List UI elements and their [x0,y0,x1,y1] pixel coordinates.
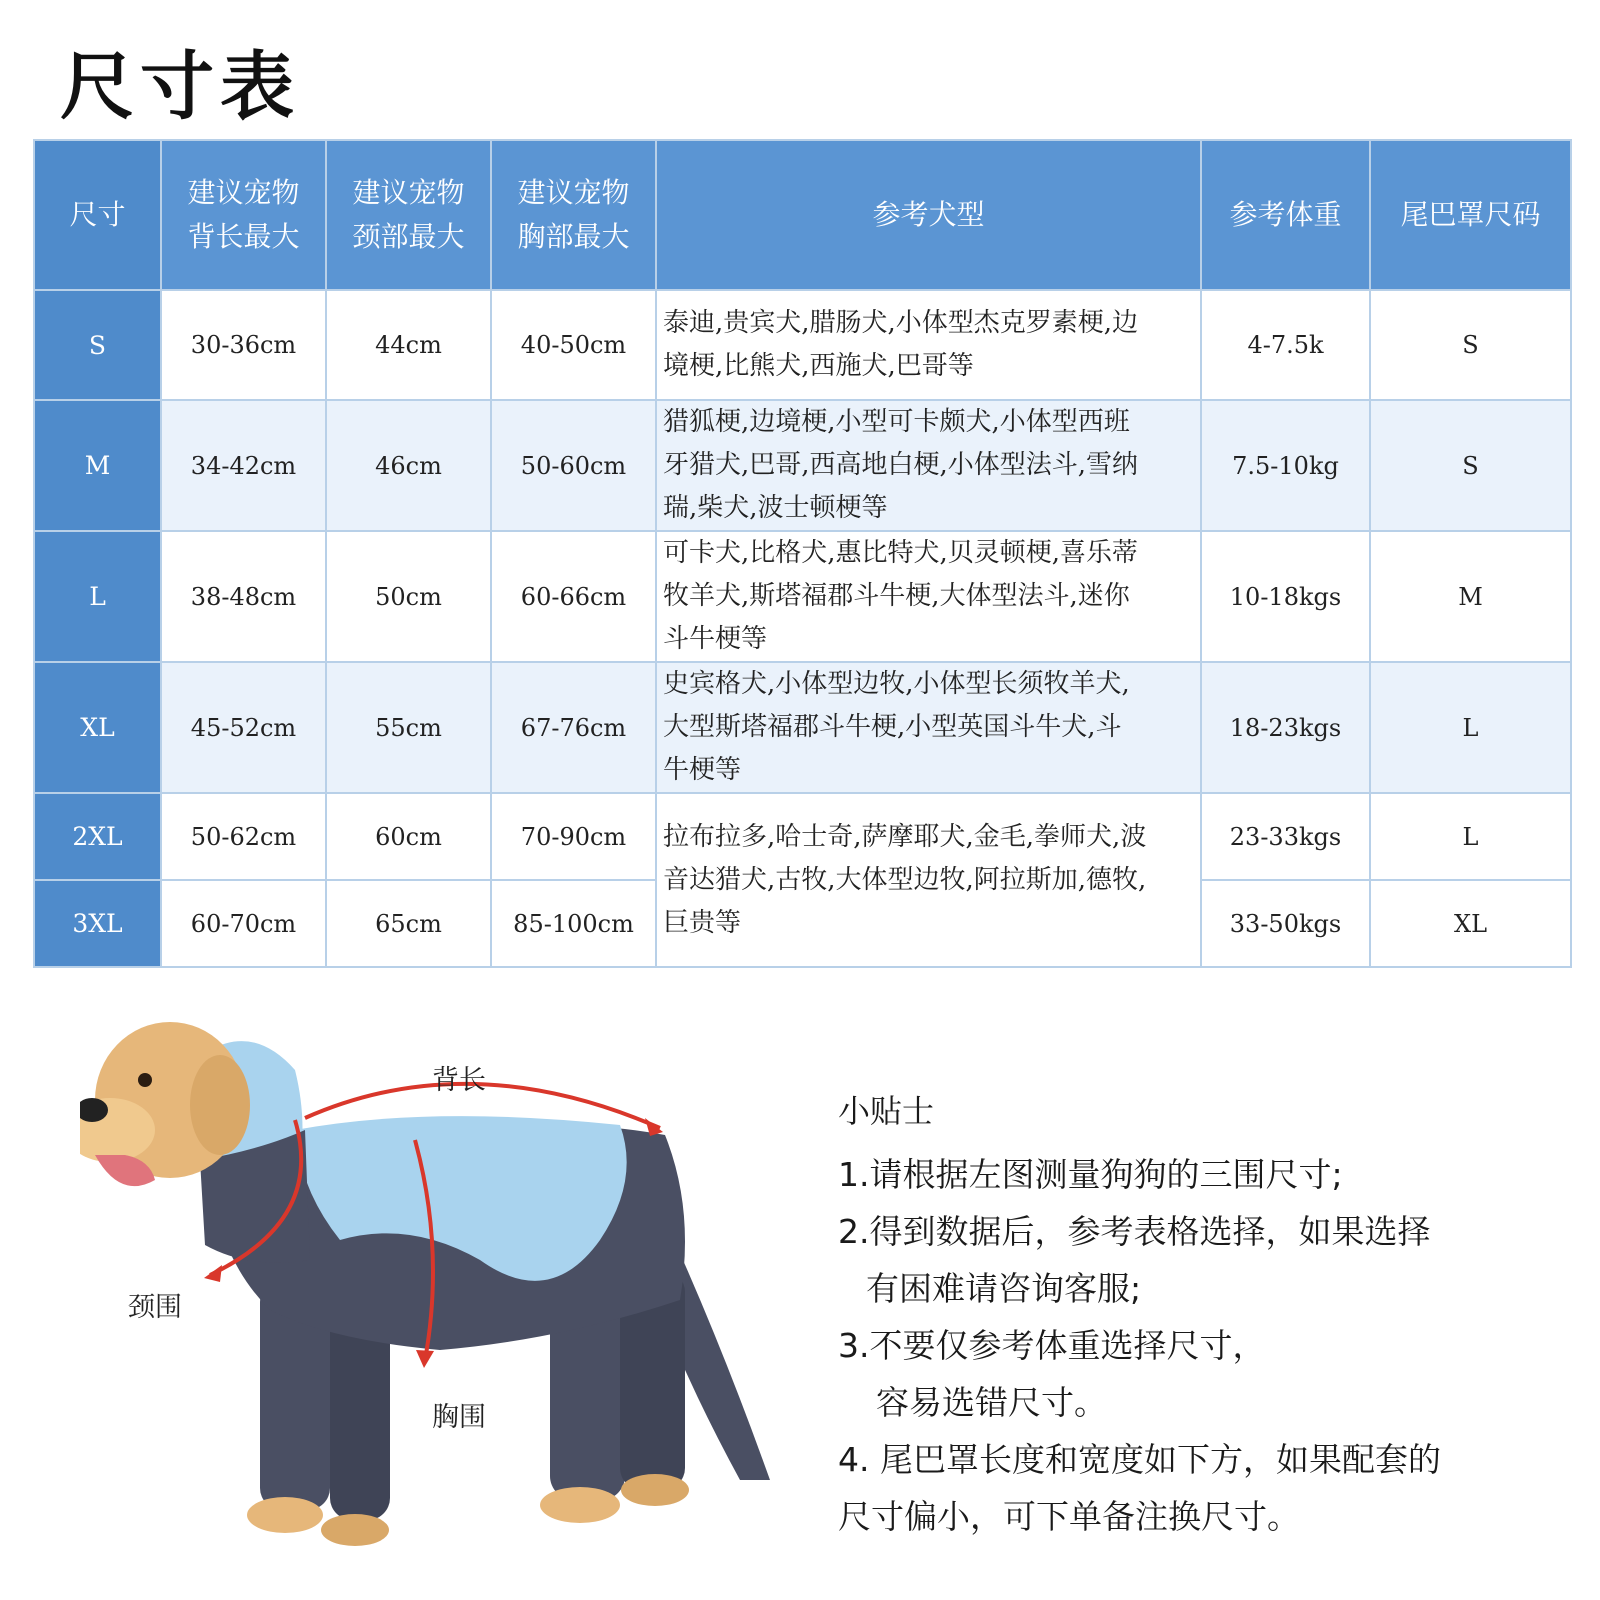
table-row [34,531,1571,662]
dog-illustration [80,1010,800,1590]
size-cell: 2XL [34,793,161,880]
header-size: 尺寸 [34,140,161,290]
table-row [34,793,1571,880]
back-length-cell: 38-48cm [161,531,326,662]
chest-arrow-head [416,1350,434,1368]
tip-line: 2.得到数据后，参考表格选择，如果选择 [838,1212,1431,1251]
table-row [34,290,1571,400]
chest-cell: 50-60cm [491,400,656,531]
chest-label: 胸围 [432,1402,486,1433]
table-row [34,662,1571,793]
dog-paw [540,1487,620,1523]
breeds-cell: 拉布拉多,哈士奇,萨摩耶犬,金毛,拳师犬,波 音达猎犬,古牧,大体型边牧,阿拉斯加,德牧, 巨贵等 [656,793,1201,967]
dog-ear [190,1055,250,1155]
tail-size-cell: S [1370,400,1571,531]
tail-size-cell: M [1370,531,1571,662]
back-length-cell: 34-42cm [161,400,326,531]
dog-eye [138,1073,152,1087]
neck-cell: 60cm [326,793,491,880]
header-neck: 建议宠物 颈部最大 [326,140,491,290]
header-weight: 参考体重 [1201,140,1370,290]
back-length-cell: 50-62cm [161,793,326,880]
neck-arrow-head [204,1265,222,1282]
back-length-cell: 60-70cm [161,880,326,967]
weight-cell: 18-23kgs [1201,662,1370,793]
header-chest: 建议宠物 胸部最大 [491,140,656,290]
size-cell: XL [34,662,161,793]
page-title: 尺寸表 [60,44,300,130]
chest-cell: 85-100cm [491,880,656,967]
weight-cell: 7.5-10kg [1201,400,1370,531]
breeds-cell: 可卡犬,比格犬,惠比特犬,贝灵顿梗,喜乐蒂 牧羊犬,斯塔福郡斗牛梗,大体型法斗,迷你 斗牛梗等 [656,531,1201,662]
tip-line: 1.请根据左图测量狗狗的三围尺寸; [838,1155,1343,1194]
breeds-cell: 泰迪,贵宾犬,腊肠犬,小体型杰克罗素梗,边 境梗,比熊犬,西施犬,巴哥等 [656,290,1201,400]
size-cell: L [34,531,161,662]
weight-cell: 4-7.5k [1201,290,1370,400]
header-breeds: 参考犬型 [656,140,1201,290]
weight-cell: 33-50kgs [1201,880,1370,967]
tail-size-cell: XL [1370,880,1571,967]
back-length-cell: 45-52cm [161,662,326,793]
table-row [34,400,1571,531]
chest-cell: 40-50cm [491,290,656,400]
breeds-cell: 史宾格犬,小体型边牧,小体型长须牧羊犬, 大型斯塔福郡斗牛梗,小型英国斗牛犬,斗 牛梗等 [656,662,1201,793]
tail-size-cell: L [1370,662,1571,793]
size-cell: S [34,290,161,400]
back-length-cell: 30-36cm [161,290,326,400]
back-length-label: 背长 [432,1065,486,1096]
tip-line: 尺寸偏小，可下单备注换尺寸。 [838,1497,1300,1536]
neck-cell: 44cm [326,290,491,400]
weight-cell: 23-33kgs [1201,793,1370,880]
size-cell: 3XL [34,880,161,967]
weight-cell: 10-18kgs [1201,531,1370,662]
neck-cell: 46cm [326,400,491,531]
neck-cell: 55cm [326,662,491,793]
size-table [33,139,1572,968]
tip-line: 4. 尾巴罩长度和宽度如下方，如果配套的 [838,1440,1441,1479]
tips-section [838,1086,1578,1545]
header-tail-size: 尾巴罩尺码 [1370,140,1571,290]
header-back-length: 建议宠物 背长最大 [161,140,326,290]
size-cell: M [34,400,161,531]
chest-cell: 60-66cm [491,531,656,662]
dog-paw [621,1474,689,1506]
tip-line: 3.不要仅参考体重选择尺寸， [838,1326,1266,1365]
tail-size-cell: L [1370,793,1571,880]
neck-cell: 50cm [326,531,491,662]
breeds-cell: 猎狐梗,边境梗,小型可卡颇犬,小体型西班 牙猎犬,巴哥,西高地白梗,小体型法斗,雪纳 瑞,柴犬,波士顿梗等 [656,400,1201,531]
tip-line: 容易选错尺寸。 [876,1383,1107,1422]
tips-title: 小贴士 [838,1092,935,1130]
dog-paw [321,1514,389,1546]
neck-cell: 65cm [326,880,491,967]
chest-cell: 70-90cm [491,793,656,880]
table-header-row [34,140,1571,290]
chest-cell: 67-76cm [491,662,656,793]
neck-label: 颈围 [128,1292,182,1323]
tip-line: 有困难请咨询客服; [866,1269,1142,1308]
tail-size-cell: S [1370,290,1571,400]
dog-paw [247,1497,323,1533]
dog-measurement-figure [80,1010,800,1590]
